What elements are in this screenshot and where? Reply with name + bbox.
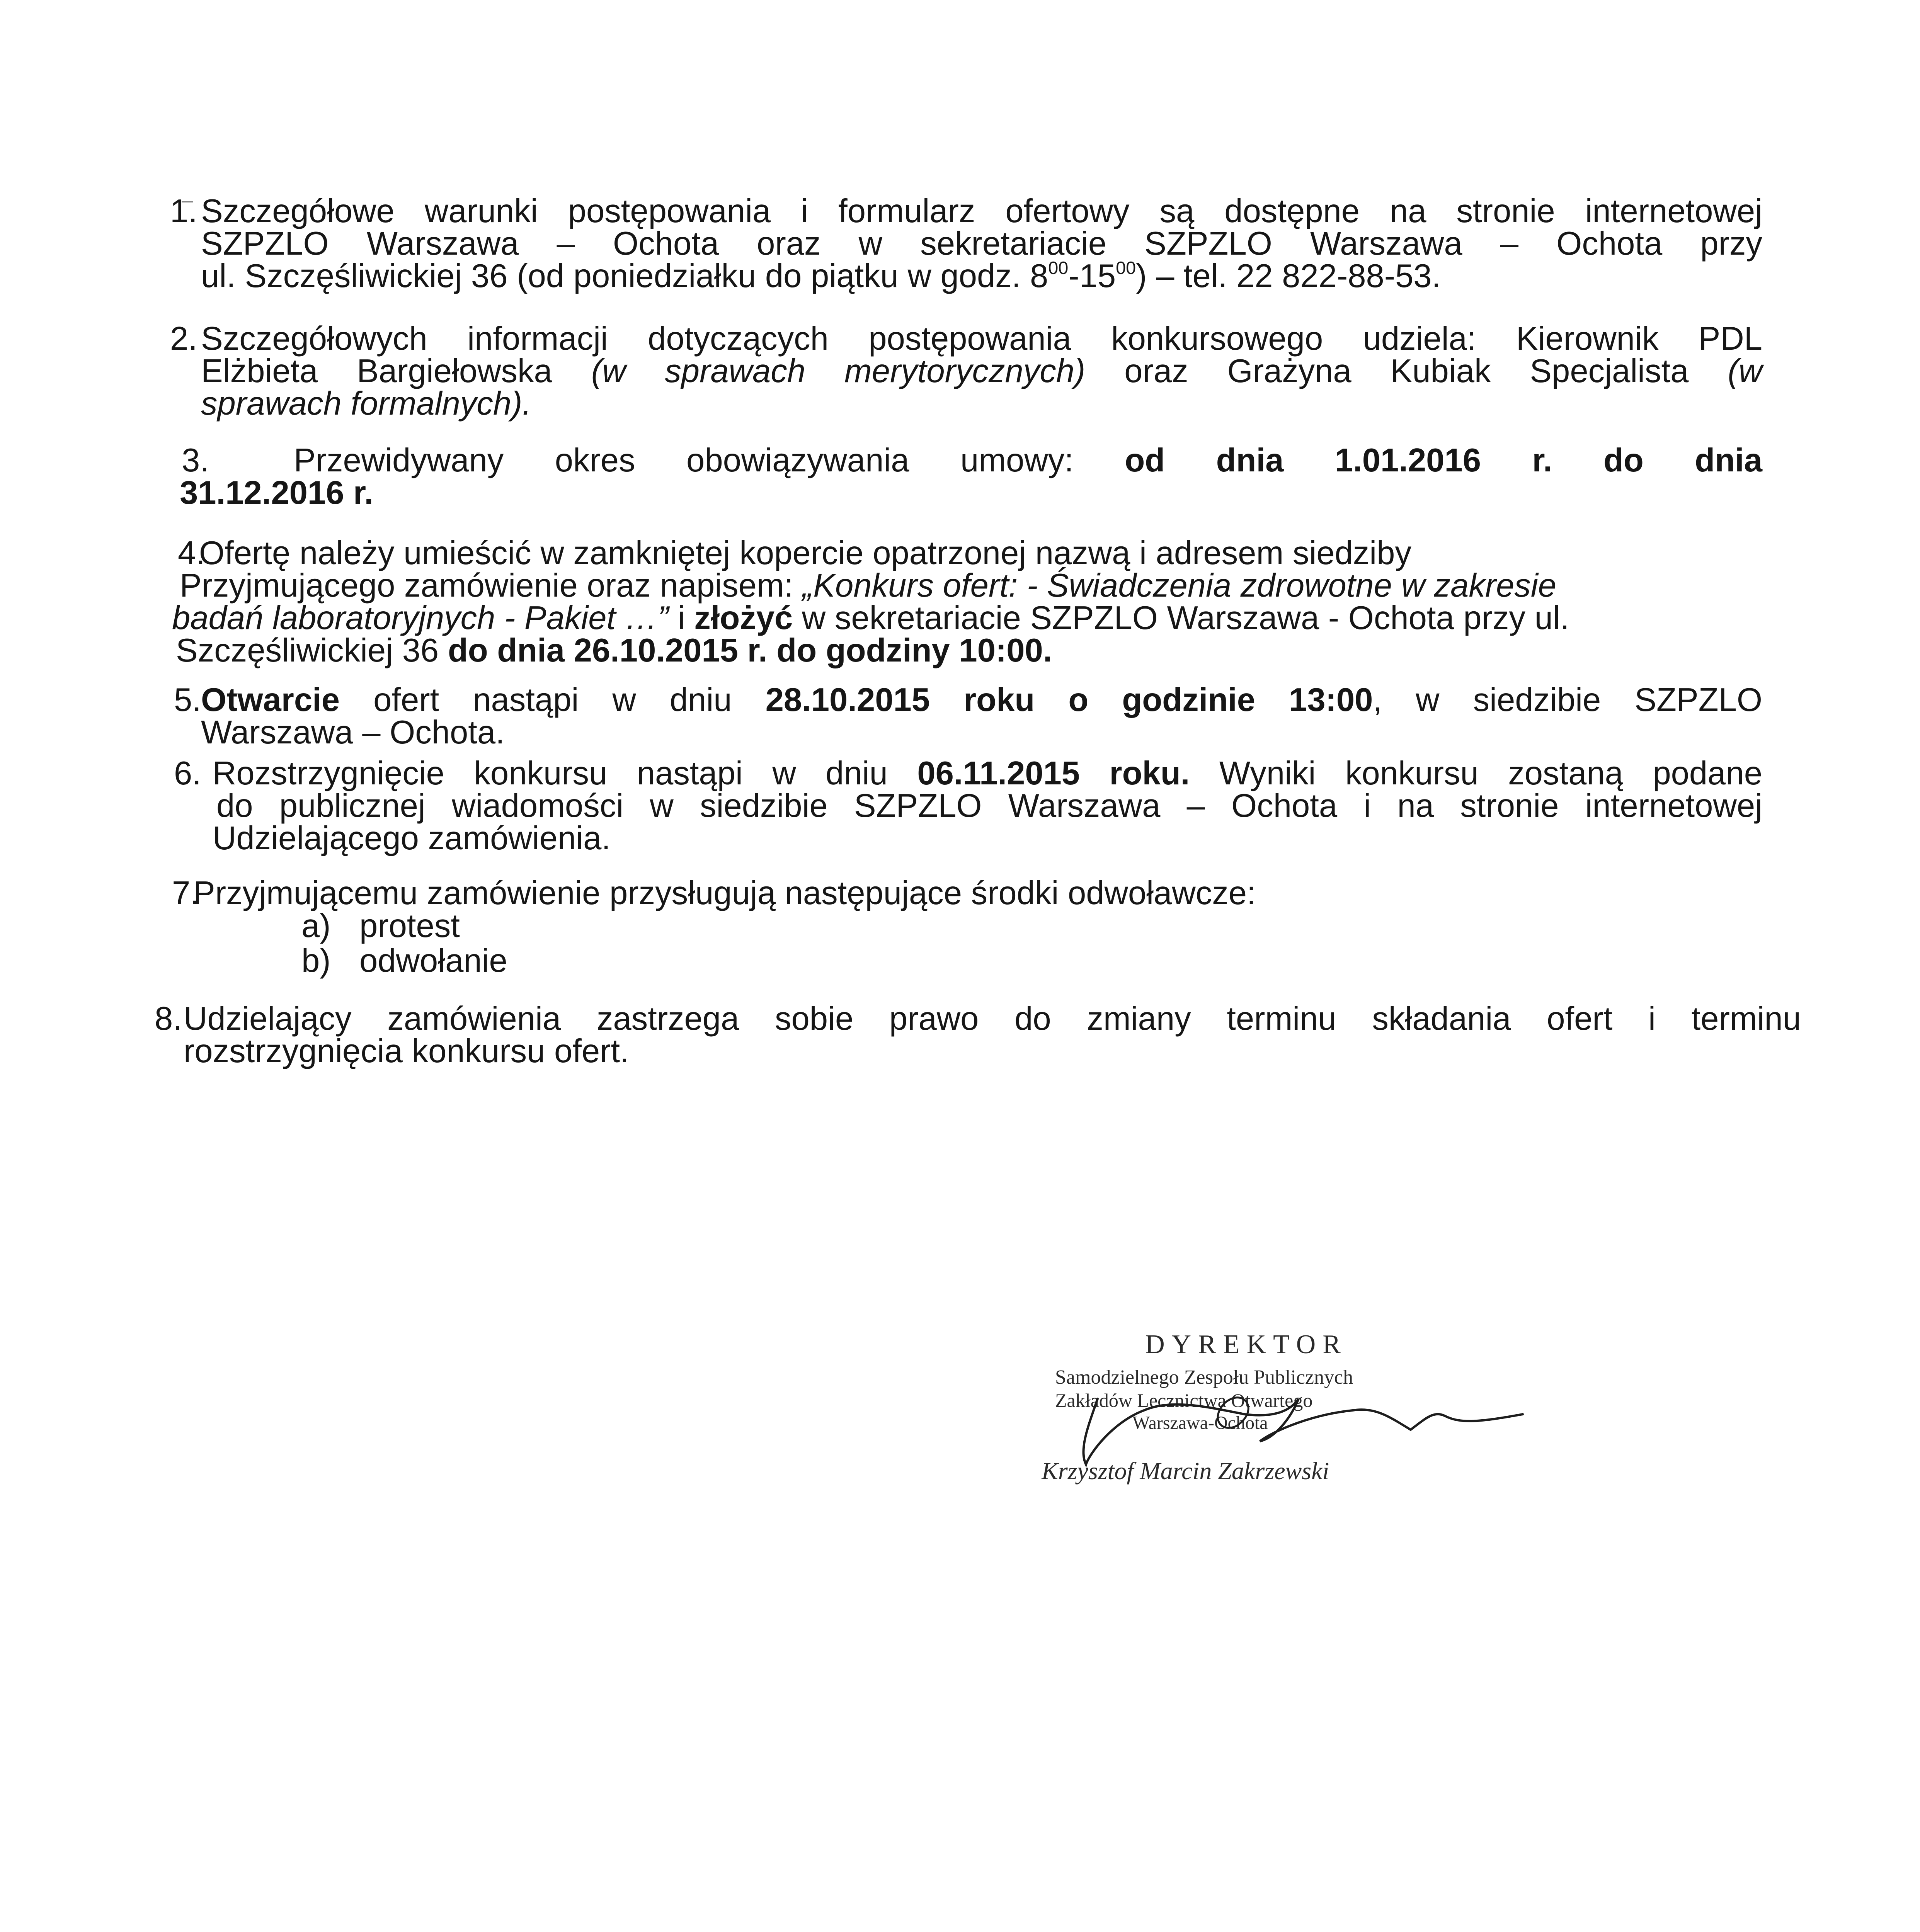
item-text: Przewidywany okres obowiązywania umowy: bbox=[294, 442, 1125, 479]
sub-item-label: a) bbox=[301, 908, 331, 944]
item-number: 6. bbox=[174, 755, 201, 792]
list-item-1 bbox=[170, 193, 1762, 294]
item-line: do publicznej wiadomości w siedzibie SZPZLO Warszawa – Ochota i na stronie internetowej bbox=[216, 787, 1762, 824]
item-text: oraz Grażyna Kubiak Specjalista bbox=[1085, 353, 1728, 389]
sub-item-label: b) bbox=[301, 942, 331, 979]
item-line: Warszawa – Ochota. bbox=[201, 714, 505, 751]
item-line: SZPZLO Warszawa – Ochota oraz w sekretariacie SZPZLO Warszawa – Ochota przy bbox=[201, 225, 1762, 262]
item-line: Udzielający zamówienia zastrzega sobie prawo do zmiany terminu składania ofert i terminu bbox=[184, 1000, 1801, 1037]
item-number: 7. bbox=[172, 875, 199, 912]
list-item-5 bbox=[174, 682, 1762, 751]
stamp-name: Krzysztof Marcin Zakrzewski bbox=[1042, 1457, 1329, 1485]
item-line bbox=[201, 757, 1762, 790]
item-number: 4. bbox=[178, 535, 205, 571]
item-text-italic: sprawach formalnych). bbox=[201, 385, 532, 422]
item-text-bold: 31.12.2016 r. bbox=[180, 474, 374, 511]
item-text-bold: od dnia 1.01.2016 r. do dnia bbox=[1125, 442, 1763, 479]
item-text-italic: (w sprawach merytorycznych) bbox=[591, 353, 1086, 389]
item-line bbox=[201, 260, 1762, 293]
stamp-title: DYREKTOR bbox=[1145, 1330, 1348, 1359]
item-text: -15 bbox=[1068, 258, 1116, 294]
item-line: Udzielającego zamówienia. bbox=[213, 820, 611, 857]
item-line bbox=[176, 634, 1762, 667]
item-text: ul. Szczęśliwickiej 36 (od poniedziałku do piątku w godz. 8 bbox=[201, 258, 1049, 294]
list-item-8 bbox=[155, 1000, 1801, 1070]
item-number: 5. bbox=[174, 682, 201, 718]
item-text: Rozstrzygnięcie konkursu nastąpi w dniu bbox=[213, 755, 917, 792]
superscript: 00 bbox=[1116, 258, 1136, 278]
item-line: rozstrzygnięcia konkursu ofert. bbox=[184, 1033, 629, 1070]
superscript: 00 bbox=[1048, 258, 1069, 278]
list-item-4 bbox=[172, 535, 1762, 669]
stamp-line: Warszawa-Ochota bbox=[1132, 1413, 1268, 1433]
item-text: w sekretariacie SZPZLO Warszawa - Ochota przy ul. bbox=[793, 600, 1569, 636]
item-text: ) – tel. 22 822-88-53. bbox=[1136, 258, 1441, 294]
item-text-bold: Otwarcie bbox=[201, 682, 340, 718]
sub-item-text: protest bbox=[359, 908, 460, 944]
item-text: , w siedzibie SZPZLO bbox=[1373, 682, 1762, 718]
item-number: 1. bbox=[170, 193, 197, 230]
item-text: Przyjmującego zamówienie oraz napisem: bbox=[180, 567, 802, 604]
item-text-italic: (w bbox=[1728, 353, 1763, 389]
item-line: Szczegółowych informacji dotyczących postępowania konkursowego udziela: Kierownik PDL bbox=[201, 320, 1762, 357]
item-number: 8. bbox=[155, 1000, 182, 1037]
item-text-bold: 06.11.2015 roku. bbox=[917, 755, 1190, 792]
item-line: Ofertę należy umieścić w zamkniętej kopercie opatrzonej nazwą i adresem siedziby bbox=[199, 535, 1411, 571]
list-item-7 bbox=[172, 875, 1762, 912]
sub-item-b bbox=[301, 942, 1074, 979]
item-text-italic: „Konkurs ofert: - Świadczenia zdrowotne w zakresie bbox=[802, 567, 1557, 604]
item-line bbox=[172, 602, 1762, 634]
item-text-bold: 28.10.2015 roku o godzinie 13:00 bbox=[765, 682, 1373, 718]
item-line bbox=[201, 385, 1762, 422]
list-item-3 bbox=[180, 442, 1763, 511]
item-line: Szczegółowe warunki postępowania i formularz ofertowy są dostępne na stronie internetowej bbox=[201, 193, 1762, 230]
item-text: Wyniki konkursu zostaną podane bbox=[1190, 755, 1763, 792]
item-text: ofert nastąpi w dniu bbox=[340, 682, 766, 718]
item-number: 2. bbox=[170, 320, 197, 357]
item-line bbox=[180, 567, 1762, 604]
item-text-bold: złożyć bbox=[694, 600, 793, 636]
stamp-line: Zakładów Lecznictwa Otwartego bbox=[1055, 1389, 1313, 1411]
item-number: 3. bbox=[182, 442, 209, 479]
stamp-line: Samodzielnego Zespołu Publicznych bbox=[1055, 1366, 1353, 1388]
handwritten-signature bbox=[1043, 1352, 1546, 1468]
item-text: Szczęśliwickiej 36 bbox=[176, 632, 448, 669]
sub-item-a bbox=[301, 910, 1074, 942]
item-text-italic: badań laboratoryjnych - Pakiet …” bbox=[172, 600, 669, 636]
item-line bbox=[180, 474, 1762, 511]
item-line bbox=[139, 684, 1762, 716]
item-line bbox=[201, 444, 1762, 477]
item-line bbox=[201, 355, 1762, 388]
list-item-6 bbox=[174, 755, 1763, 857]
item-text: Elżbieta Bargiełowska bbox=[201, 353, 591, 389]
sub-item-text: odwołanie bbox=[359, 942, 507, 979]
list-item-2 bbox=[170, 320, 1763, 422]
item-text-bold: do dnia 26.10.2015 r. do godziny 10:00. bbox=[448, 632, 1052, 669]
item-line: Przyjmującemu zamówienie przysługują następujące środki odwoławcze: bbox=[193, 875, 1256, 912]
item-text: i bbox=[669, 600, 694, 636]
